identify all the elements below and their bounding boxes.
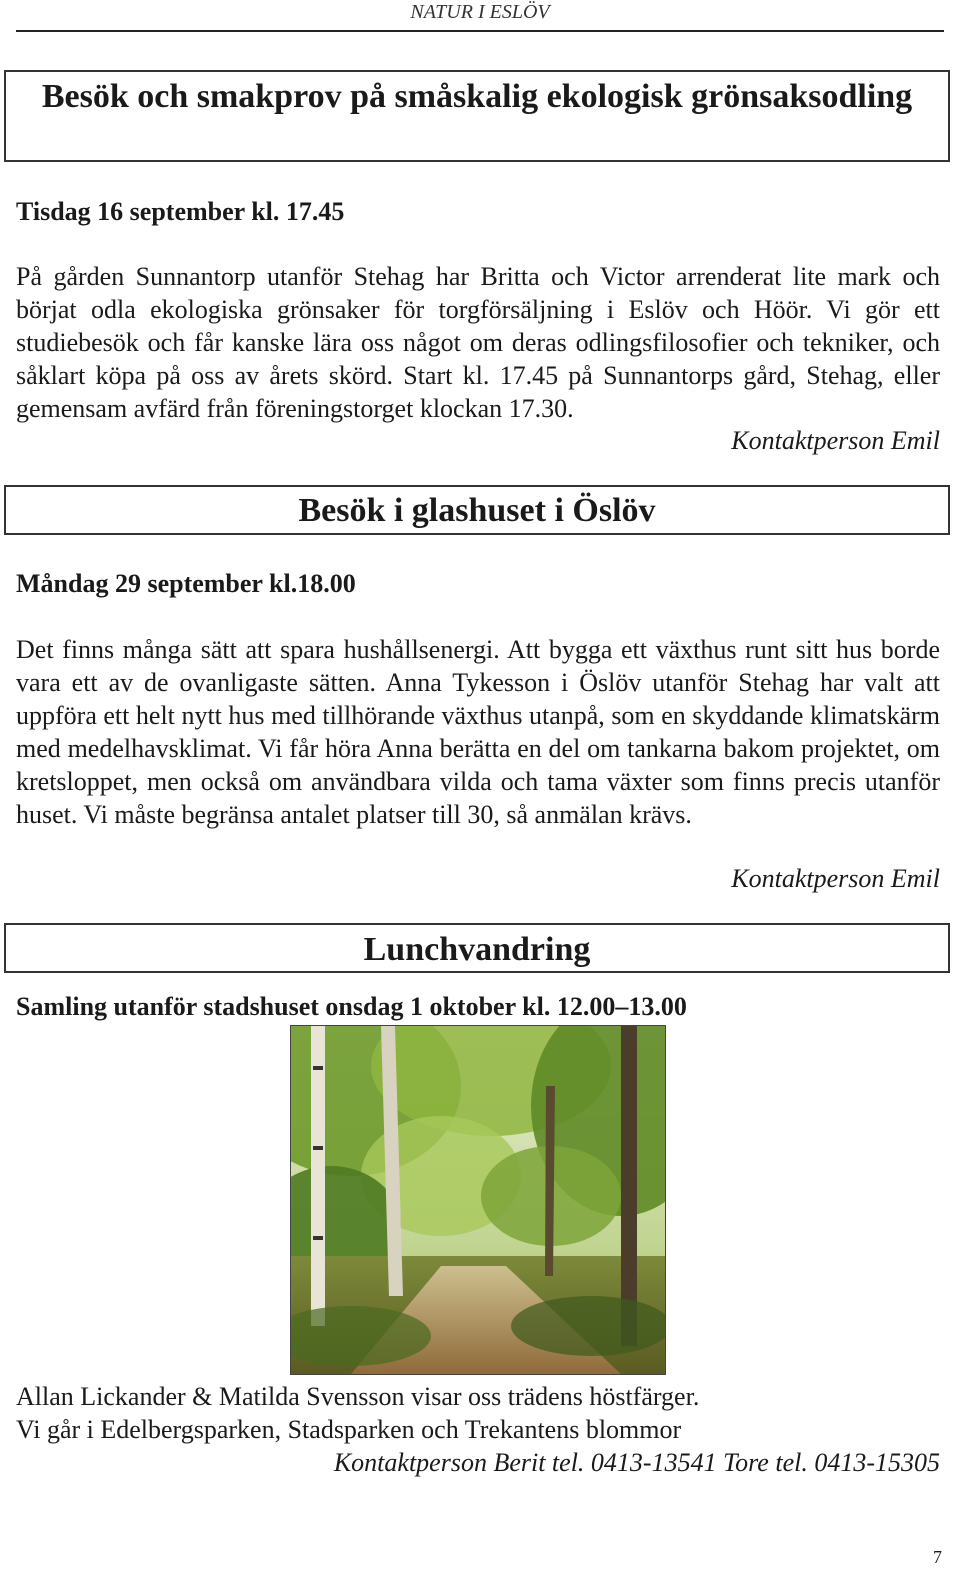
event2-date: Måndag 29 september kl.18.00 bbox=[16, 569, 356, 598]
autumn-forest-path-photo bbox=[290, 1025, 666, 1375]
running-header bbox=[16, 0, 944, 32]
event3-date: Samling utanför stadshuset onsdag 1 oktober kl. 12.00–13.00 bbox=[16, 992, 687, 1021]
event3-title-box bbox=[4, 923, 950, 973]
event1-title: Besök och smakprov på småskalig ekologisk grönsaksodling bbox=[41, 78, 913, 115]
event2-title-box bbox=[4, 485, 950, 535]
event3-line2: Vi går i Edelbergsparken, Stadsparken och Trekantens blommor bbox=[16, 1415, 682, 1444]
event3-contact: Kontaktperson Berit tel. 0413-13541 Tore tel. 0413-15305 bbox=[333, 1448, 940, 1477]
event3-title: Lunchvandring bbox=[363, 931, 591, 968]
page-number: 7 bbox=[933, 1547, 942, 1567]
header-title: NATUR I ESLÖV bbox=[410, 1, 550, 23]
event1-body: På gården Sunnantorp utanför Stehag har Britta och Victor arrenderat lite mark och börjat odla ekologiska grönsaker för torgförsäljning i Eslöv och Höör. Vi gör ett studiebesök och får kanske lära oss något om deras odlingsfilosofier och tekniker, och såklart köpa på oss av årets skörd. Start kl. 17.45 på Sunnantorps gård, Stehag, eller gemensam avfärd från föreningstorget klockan 17.30. bbox=[16, 262, 940, 423]
event2-title: Besök i glashuset i Öslöv bbox=[298, 492, 656, 529]
event2-contact: Kontaktperson Emil bbox=[731, 864, 940, 893]
event2-body: Det finns många sätt att spara hushållsenergi. Att bygga ett växthus runt sitt hus borde vara ett av de ovanligaste sätten. Anna Tykesson i Öslöv utanför Stehag har valt att uppföra ett helt nytt hus med tillhörande växthus utanpå, som en skyddande klimatskärm med medelhavsklimat. Vi får höra Anna berätta en del om tankarna bakom projektet, om kretsloppet, men också om användbara vilda och tama växter som finns precis utanför huset. Vi måste begränsa antalet platser till 30, så anmälan krävs. bbox=[16, 635, 940, 829]
event1-date: Tisdag 16 september kl. 17.45 bbox=[16, 197, 345, 226]
event3-line1: Allan Lickander & Matilda Svensson visar oss trädens höstfärger. bbox=[16, 1382, 700, 1411]
event1-title-box bbox=[4, 70, 950, 162]
event1-contact: Kontaktperson Emil bbox=[731, 426, 940, 455]
